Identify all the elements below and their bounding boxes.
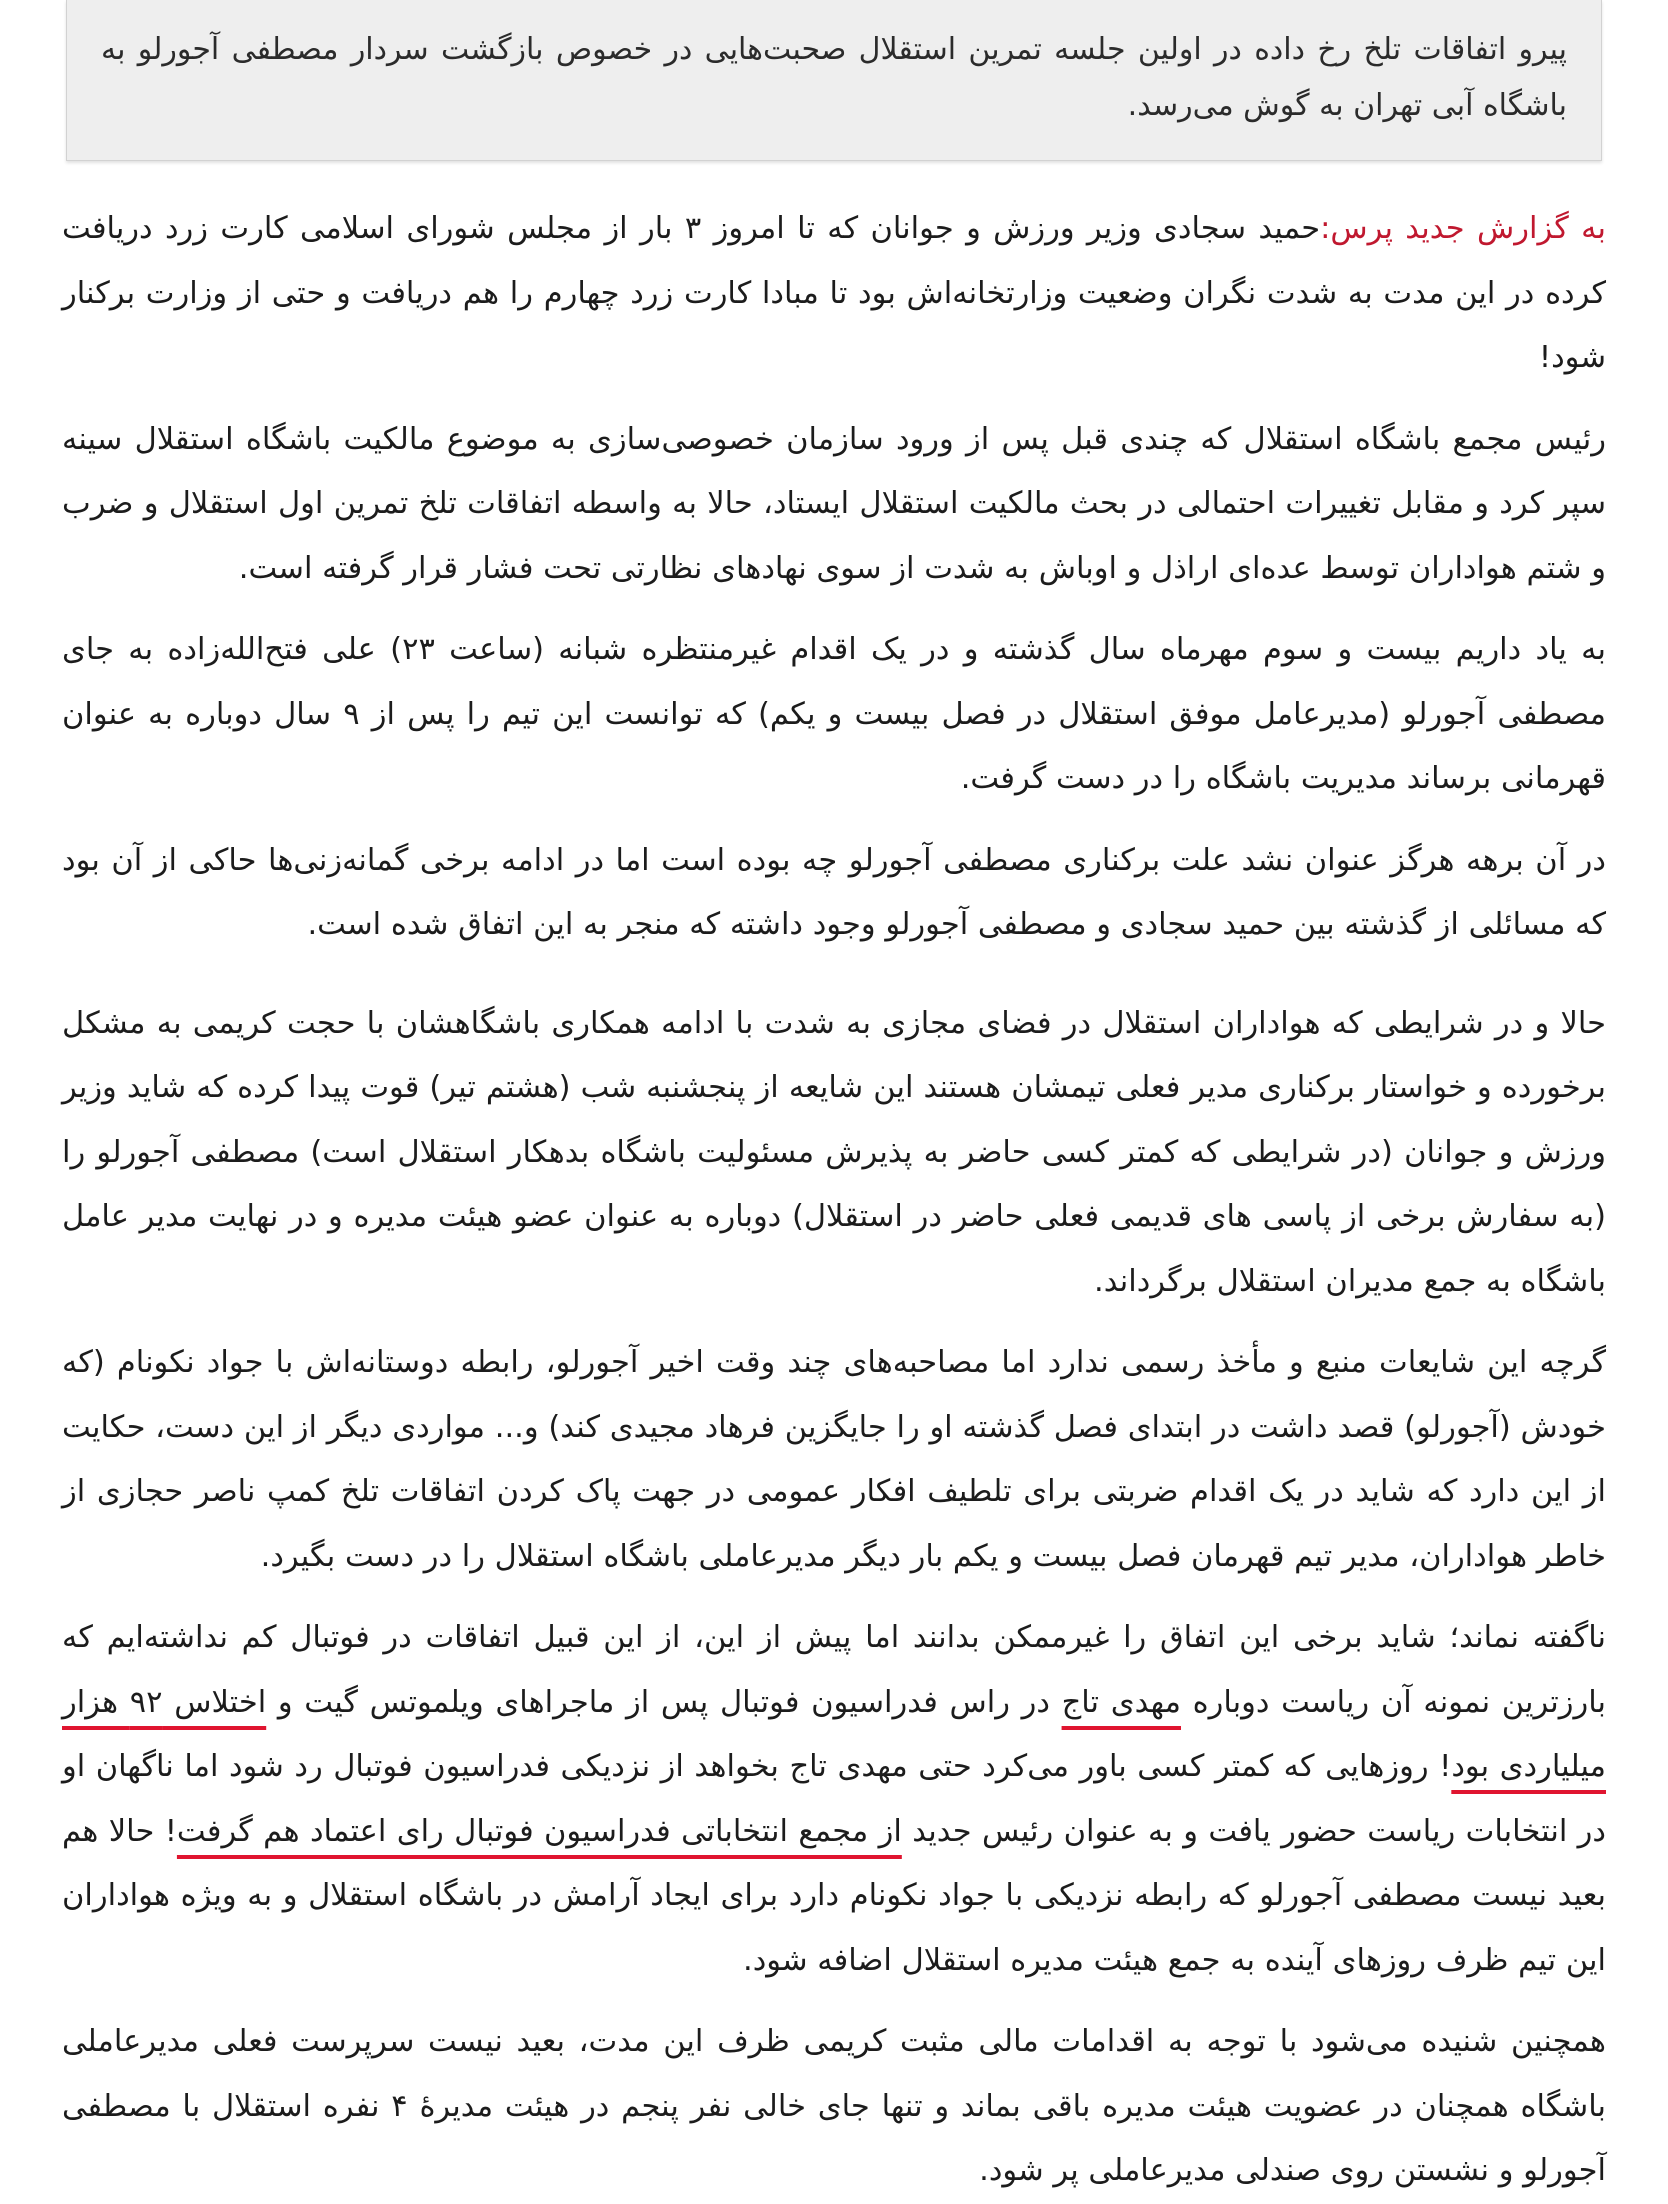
- paragraph-8: همچنین شنیده می‌شود با توجه به اقدامات مالی مثبت کریمی ظرف این مدت، بعید نیست سرپرست فعلی مدیرعاملی باشگاه همچنان در عضویت هیئت مدیره باقی بماند و تنها جای خالی نفر پنجم در هیئت مدیرهٔ ۴ نفره استقلال با مصطفی آجورلو و نشستن روی صندلی مدیرعاملی پر شود.: [62, 2024, 1606, 2188]
- paragraph-5: حالا و در شرایطی که هواداران استقلال در فضای مجازی به شدت با ادامه همکاری باشگاهشان با حجت کریمی به مشکل برخورده و خواستار برکناری مدیر فعلی تیمشان هستند این شایعه از پنجشنبه شب (هشتم تیر) قوت پیدا کرده که شاید وزیر ورزش و جوانان (در شرایطی که کمتر کسی حاضر به پذیرش مسئولیت باشگاه بدهکار استقلال است) مصطفی آجورلو را (به سفارش برخی از پاسی های قدیمی فعلی حاضر در استقلال) دوباره به عنوان عضو هیئت مدیره و در نهایت مدیر عامل باشگاه به جمع مدیران استقلال برگرداند.: [62, 1005, 1606, 1299]
- article-lead-text: پیرو اتفاقات تلخ رخ داده در اولین جلسه تمرین استقلال صحبت‌هایی در خصوص بازگشت سردار مصطفی آجورلو به باشگاه آبی تهران به گوش می‌رسد.: [101, 32, 1567, 123]
- article-lead-box: [66, 0, 1602, 161]
- underlined-embezzlement: اختلاس ۹۲ هزار میلیاردی بود: [62, 1684, 1606, 1784]
- paragraph-1: [62, 197, 1606, 391]
- paragraph-6: گرچه این شایعات منبع و مأخذ رسمی ندارد اما مصاحبه‌های چند وقت اخیر آجورلو، رابطه دوستانه‌اش با جواد نکونام (که خودش (آجورلو) قصد داشت در ابتدای فصل گذشته او را جایگزین فرهاد مجیدی کند) و... مواردی دیگر از این دست، حکایت از این دارد که شاید در یک اقدام ضربتی برای تلطیف افکار عمومی در جهت پاک کردن اتفاقات تلخ کمپ ناصر حجازی از خاطر هواداران، مدیر تیم قهرمان فصل بیست و یکم بار دیگر مدیرعاملی باشگاه استقلال را در دست بگیرد.: [62, 1345, 1606, 1574]
- paragraph-7: [62, 1606, 1606, 1993]
- paragraph-3: به یاد داریم بیست و سوم مهرماه سال گذشته و در یک اقدام غیرمنتظره شبانه (ساعت ۲۳) علی فتح‌الله‌زاده به جای مصطفی آجورلو (مدیرعامل موفق استقلال در فصل بیست و یکم) که توانست این تیم را پس از ۹ سال دوباره به عنوان قهرمانی برساند مدیریت باشگاه را در دست گرفت.: [62, 632, 1607, 796]
- paragraph-7-text-b: در راس فدراسیون فوتبال پس از ماجراهای ویلموتس گیت و: [266, 1684, 1062, 1720]
- paragraph-2: رئیس مجمع باشگاه استقلال که چندی قبل پس از ورود سازمان خصوصی‌سازی به موضوع مالکیت باشگاه استقلال سینه سپر کرد و مقابل تغییرات احتمالی در بحث مالکیت استقلال ایستاد، حالا به واسطه اتفاقات تلخ تمرین اول استقلال و ضرب و شتم هواداران توسط عده‌ای اراذل و اوباش به شدت از سوی نهادهای نظارتی تحت فشار قرار گرفته است.: [62, 421, 1606, 586]
- news-source-label: به گزارش جدید پرس:: [1320, 211, 1606, 246]
- paragraph-7-text-a: ناگفته نماند؛ شاید برخی این اتفاق را غیرممکن بدانند اما پیش از این، از این قبیل اتفاقات در فوتبال کم نداشته‌ایم که بارزترین نمونه آن ریاست دوباره: [62, 1620, 1607, 1720]
- underlined-vote-of-confidence: از مجمع انتخاباتی فدراسیون فوتبال رای اعتماد هم گرفت: [176, 1813, 902, 1849]
- paragraph-1-text: حمید سجادی وزیر ورزش و جوانان که تا امروز ۳ بار از مجلس شورای اسلامی کارت زرد دریافت کرده در این مدت به شدت نگران وضعیت وزارتخانه‌اش بود تا مبادا کارت زرد چهارم را هم دریافت و حتی از وزارت برکنار شود!: [62, 211, 1606, 375]
- paragraph-7-text-d: ! حالا هم بعید نیست مصطفی آجورلو که رابطه نزدیکی با جواد نکونام دارد برای ایجاد آرامش در باشگاه استقلال و به ویژه هواداران این تیم ظرف روزهای آینده به جمع هیئت مدیره استقلال اضافه شود.: [62, 1813, 1606, 1978]
- underlined-mehdi-taj: مهدی تاج: [1061, 1684, 1181, 1720]
- paragraph-4: در آن برهه هرگز عنوان نشد علت برکناری مصطفی آجورلو چه بوده است اما در ادامه برخی گمانه‌زنی‌ها حاکی از آن بود که مسائلی از گذشته بین حمید سجادی و مصطفی آجورلو وجود داشته که منجر به این اتفاق شده است.: [62, 842, 1606, 942]
- paragraph-7-text-c: ! روزهایی که کمتر کسی باور می‌کرد حتی مهدی تاج بخواهد از نزدیکی فدراسیون فوتبال رد شود اما ناگهان او در انتخابات ریاست حضور یافت و به عنوان رئیس جدید: [62, 1749, 1606, 1849]
- article-body: [62, 161, 1606, 2204]
